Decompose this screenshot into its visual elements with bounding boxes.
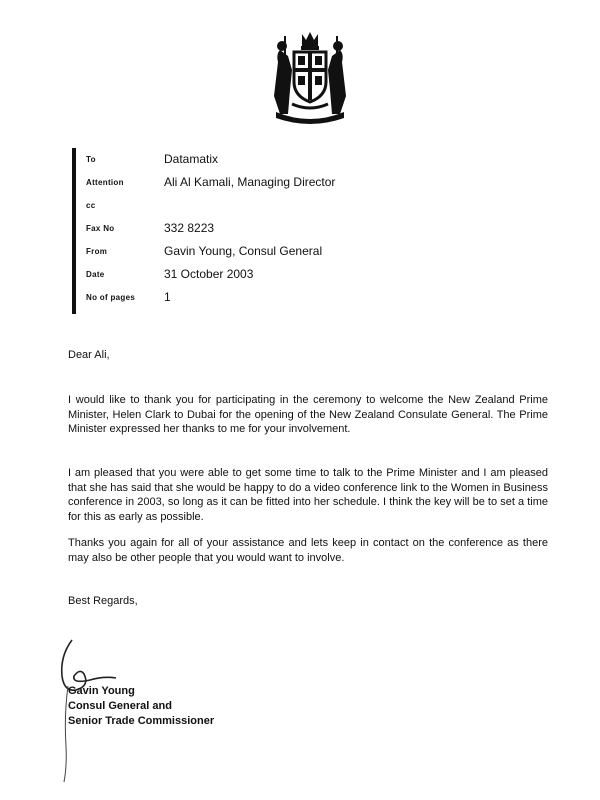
fax-label-fax-no: Fax No <box>86 224 115 233</box>
fax-label-date: Date <box>86 270 105 279</box>
fax-row-cc <box>86 198 486 218</box>
fax-row-fax-no <box>86 221 486 241</box>
paragraph-3: Thanks you again for all of your assistance and lets keep in contact on the conference as there may also be other people that you would want to involve. <box>68 537 548 564</box>
fax-label-attention: Attention <box>86 178 124 187</box>
fax-value-to: Datamatix <box>164 152 219 166</box>
fax-row-attention <box>86 175 486 195</box>
fax-value-pages: 1 <box>164 290 171 304</box>
salutation: Dear Ali, <box>68 349 110 361</box>
fax-label-pages: No of pages <box>86 293 136 302</box>
signatory-title-2: Senior Trade Commissioner <box>68 715 215 727</box>
fax-value-from: Gavin Young, Consul General <box>164 244 323 258</box>
paragraph-1: I would like to thank you for participating in the ceremony to welcome the New Zealand Prime Minister, Helen Clark to Dubai for the opening of the New Zealand Consulate General. The Prime Minister expressed her thanks to me for your involvement. <box>68 394 548 435</box>
fax-label-to: To <box>86 155 96 164</box>
fax-row-from <box>86 244 486 264</box>
fax-value-date: 31 October 2003 <box>164 267 254 281</box>
fax-header <box>72 148 492 314</box>
fax-row-to <box>86 152 486 172</box>
fax-row-pages <box>86 290 486 310</box>
fax-value-attention: Ali Al Kamali, Managing Director <box>164 175 336 189</box>
fax-value-fax-no: 332 8223 <box>164 221 215 235</box>
signatory-block <box>68 684 214 729</box>
paragraph-2: I am pleased that you were able to get some time to talk to the Prime Minister and I am pleased that she has said that she would be happy to do a video conference link to the Women in Business conference in 2003, so long as it can be fitted into her schedule. I think the key will be to set a time for this as early as possible. <box>68 467 548 523</box>
fax-header-bar <box>72 148 76 314</box>
coat-of-arms-icon <box>266 30 354 126</box>
fax-label-from: From <box>86 247 108 256</box>
signatory-name: Gavin Young <box>68 685 135 697</box>
closing: Best Regards, <box>68 595 138 607</box>
signatory-title-1: Consul General and <box>68 700 172 712</box>
fax-row-date <box>86 267 486 287</box>
fax-label-cc: cc <box>86 201 96 210</box>
